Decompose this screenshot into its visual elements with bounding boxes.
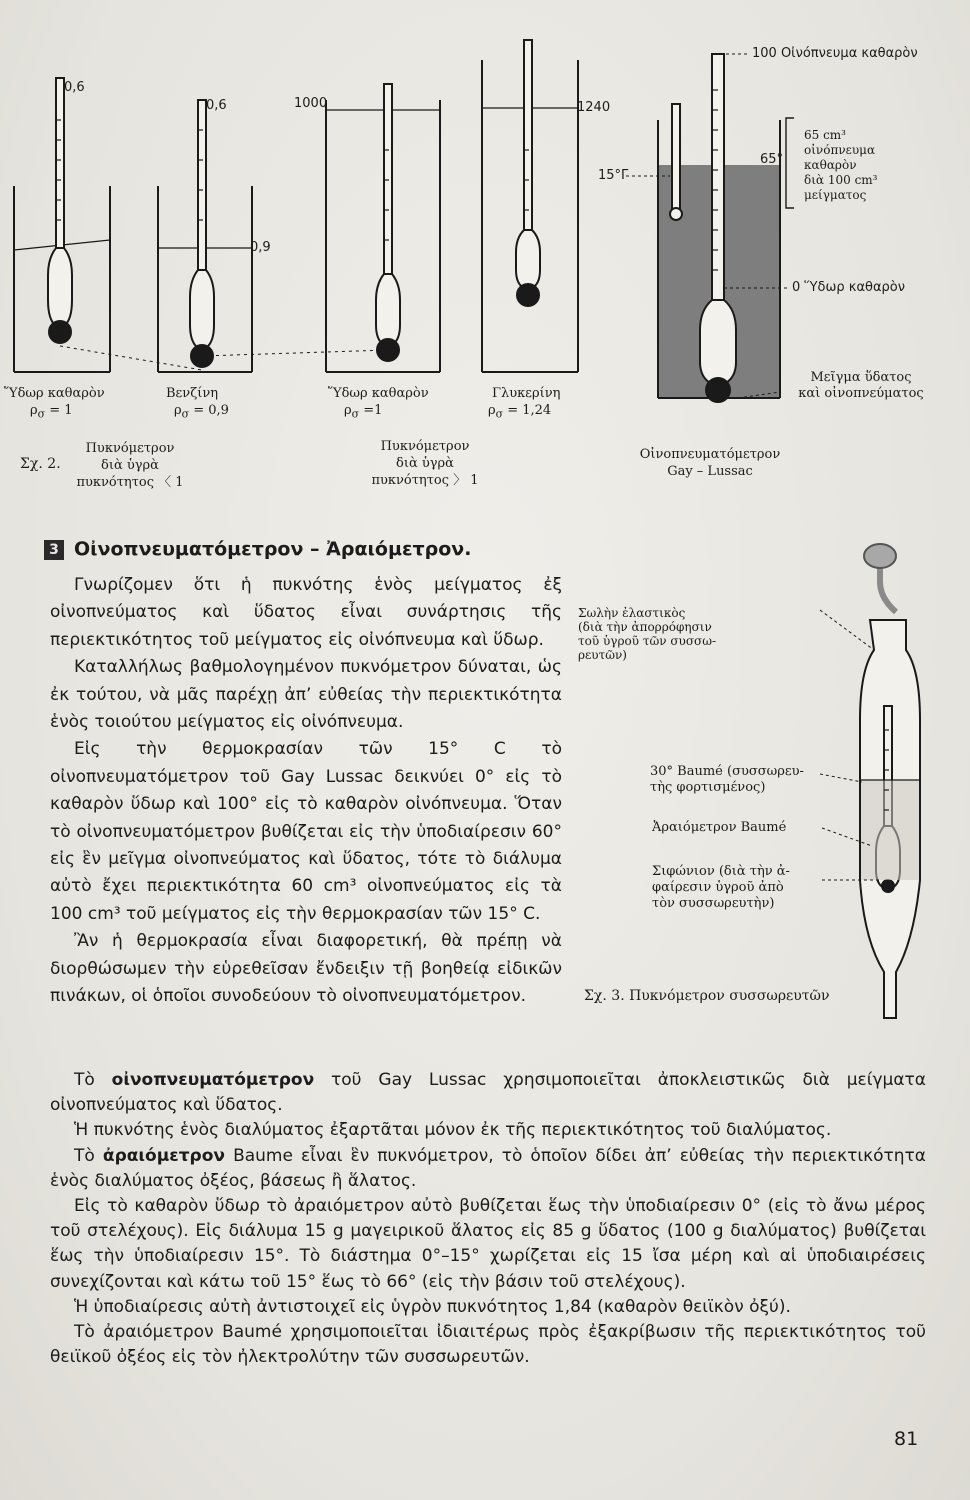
page-number: 81 bbox=[894, 1428, 919, 1450]
figure-2-number: Σχ. 2. bbox=[20, 456, 61, 472]
scale-label-2: 0,6 bbox=[206, 98, 227, 113]
paragraph: Ἡ ὑποδιαίρεσις αὐτὴ ἀντιστοιχεῖ εἰς ὑγρὸν πυκνότητος 1,84 (καθαρὸν θειϊκὸν ὀξύ). bbox=[74, 1296, 791, 1317]
scale-label-4: 0,9 bbox=[250, 240, 271, 255]
liquid-4-name: Γλυκερίνη bbox=[492, 386, 561, 401]
scale-label-1: 0,6 bbox=[64, 80, 85, 95]
liquid-4-density: $\rho_\sigma = 1,24$ bbox=[488, 403, 552, 421]
paragraph: Εἰς τὴν θερμοκρασίαν τῶν 15° C τὸ οἰνοπνευματόμετρον τοῦ Gay Lussac δεικνύει 0° εἰς τὸ καθαρὸν ὕδωρ καὶ 100° εἰς τὸ καθαρὸν οἰνόπνευμα. Ὅταν τὸ οἰνοπνευματόμετρον βυθίζεται εἰς τὴν ὑποδιαίρεσιν 60° εἰς ἓν μεῖγμα οἰνοπνεύματος καὶ ὕδατος, τότε τὸ διάλυμα αὐτὸ ἔχει περιεκτικότητα 60 cm³ οἰνοπνεύματος εἰς τὰ 100 cm³ τοῦ μείγματος εἰς τὴν θερμοκρασίαν τῶν 15° C. bbox=[50, 739, 562, 924]
scale-label-5: 1240 bbox=[577, 100, 611, 115]
paragraph: Τὸ οἰνοπνευματόμετρον τοῦ Gay Lussac χρησιμοποιεῖται ἀποκλειστικῶς διὰ μείγματα οἰνοπνεύματος καὶ ὕδατος. bbox=[50, 1070, 926, 1116]
gay-lussac-temp-label: 15°Γ bbox=[598, 168, 629, 183]
section-title: Οἰνοπνευματόμετρον – Ἀραιόμετρον. bbox=[74, 538, 472, 560]
gay-lussac-top-label: 100 Οἰνόπνευμα καθαρὸν bbox=[752, 46, 918, 61]
gay-lussac-zero-label: 0 Ὕδωρ καθαρὸν bbox=[792, 280, 906, 295]
paragraph: Ἡ πυκνότης ἑνὸς διαλύματος ἐξαρτᾶται μόνον ἐκ τῆς περιεκτικότητος τοῦ διαλύματος. bbox=[74, 1120, 832, 1141]
liquid-3-density: $\rho_\sigma =1$ bbox=[344, 403, 383, 421]
paragraph: Γνωρίζομεν ὅτι ἡ πυκνότης ἑνὸς μείγματος ἐξ οἰνοπνεύματος καὶ ὕδατος εἶναι συνάρτησις τῆς περιεκτικότητος τοῦ μείγματος εἰς οἰνόπνευμα καὶ ὕδωρ. bbox=[50, 575, 562, 650]
figure-3-siphon-label: Σιφώνιον (διὰ τὴν ἀ- φαίρεσιν ὑγροῦ ἀπὸ τὸν συσσωρευτὴν) bbox=[652, 864, 790, 911]
paragraph: Ἂν ἡ θερμοκρασία εἶναι διαφορετική, θὰ πρέπῃ νὰ διορθώσωμεν τὴν εὑρεθεῖσαν ἔνδειξιν τῇ βοηθείᾳ εἰδικῶν πινάκων, οἱ ὁποῖοι συνοδεύουν τὸ οἰνοπνευματόμετρον. bbox=[50, 931, 562, 1007]
liquid-1-density: $\rho_\sigma = 1$ bbox=[30, 403, 73, 421]
paragraph: Τὸ ἀραιόμετρον Baumé χρησιμοποιεῖται ἰδιαιτέρως πρὸς ἐξακρίβωσιν τῆς περιεκτικότητος τοῦ θειϊκοῦ ὀξέος εἰς τὸν ἠλεκτρολύτην τῶν συσσωρευτῶν. bbox=[50, 1322, 926, 1368]
body-text bbox=[50, 1068, 926, 1370]
section-number: 3 bbox=[44, 540, 64, 560]
figure-2-caption-right: Πυκνόμετρον διὰ ὑγρὰ πυκνότητος 〉 1 bbox=[371, 439, 479, 488]
gay-lussac-caption: Οἰνοπνευματόμετρον Gay – Lussac bbox=[639, 447, 781, 479]
paragraph: Καταλλήλως βαθμολογημένον πυκνόμετρον δύναται, ὡς ἐκ τούτου, νὰ μᾶς παρέχῃ ἀπ’ εὐθείας τὴν περιεκτικότητα ἑνὸς τοιούτου μείγματος εἰς οἰνόπνευμα. bbox=[50, 657, 562, 733]
gay-lussac-65-mark: 65° bbox=[760, 152, 784, 167]
figure-2-caption-left: Πυκνόμετρον διὰ ὑγρὰ πυκνότητος 〈 1 bbox=[76, 441, 184, 490]
paragraph: Εἰς τὸ καθαρὸν ὕδωρ τὸ ἀραιόμετρον αὐτὸ βυθίζεται ἕως τὴν ὑποδιαίρεσιν 0° (εἰς τὸ ἄνω μέρος τοῦ στελέχους). Εἰς διάλυμα 15 g μαγειρικοῦ ἅλατος εἰς 85 g ὕδατος (100 g διαλύματος) βυθίζεται ἕως τὴν ὑποδιαίρεσιν 15°. Τὸ διάστημα 0°–15° χωρίζεται εἰς 15 ἴσα μέρη καὶ αἱ ὑποδιαιρέσεις συνεχίζονται καὶ κάτω τοῦ 15° ἕως τὸ 66° (εἰς τὴν βάσιν τοῦ στελέχους). bbox=[50, 1196, 926, 1292]
figure-3-caption: Σχ. 3. Πυκνόμετρον συσσωρευτῶν bbox=[584, 988, 830, 1004]
liquid-2-density: $\rho_\sigma = 0,9$ bbox=[174, 403, 229, 421]
liquid-3-name: Ὕδωρ καθαρὸν bbox=[328, 386, 429, 401]
figure-3-areometer-label: Ἀραιόμετρον Baumé bbox=[652, 820, 787, 835]
liquid-2-name: Βενζίνη bbox=[166, 386, 219, 401]
paragraph: Τὸ ἀραιόμετρον Baume εἶναι ἓν πυκνόμετρον, τὸ ὁποῖον δίδει ἀπ’ εὐθείας τὴν περιεκτικότητα ἑνὸς διαλύματος ὀξέος, βάσεως ἢ ἅλατος. bbox=[50, 1145, 926, 1191]
scale-label-3: 1000 bbox=[294, 96, 328, 111]
gay-lussac-mixture-label: Μεῖγμα ὕδατος καὶ οἰνοπνεύματος bbox=[798, 370, 924, 401]
liquid-1-name: Ὕδωρ καθαρὸν bbox=[4, 386, 105, 401]
gay-lussac-note: 65 cm³ οἰνόπνευμα καθαρὸν διὰ 100 cm³ μείγματος bbox=[804, 128, 878, 202]
figure-3-baume-level: 30° Baumé (συσσωρευ- τὴς φορτισμένος) bbox=[650, 764, 804, 795]
figure-3-bulb-label: Σωλὴν ἐλαστικὸς (διὰ τὴν ἀπορρόφησιν τοῦ ὑγροῦ τῶν συσσω- ρευτῶν) bbox=[578, 606, 717, 662]
